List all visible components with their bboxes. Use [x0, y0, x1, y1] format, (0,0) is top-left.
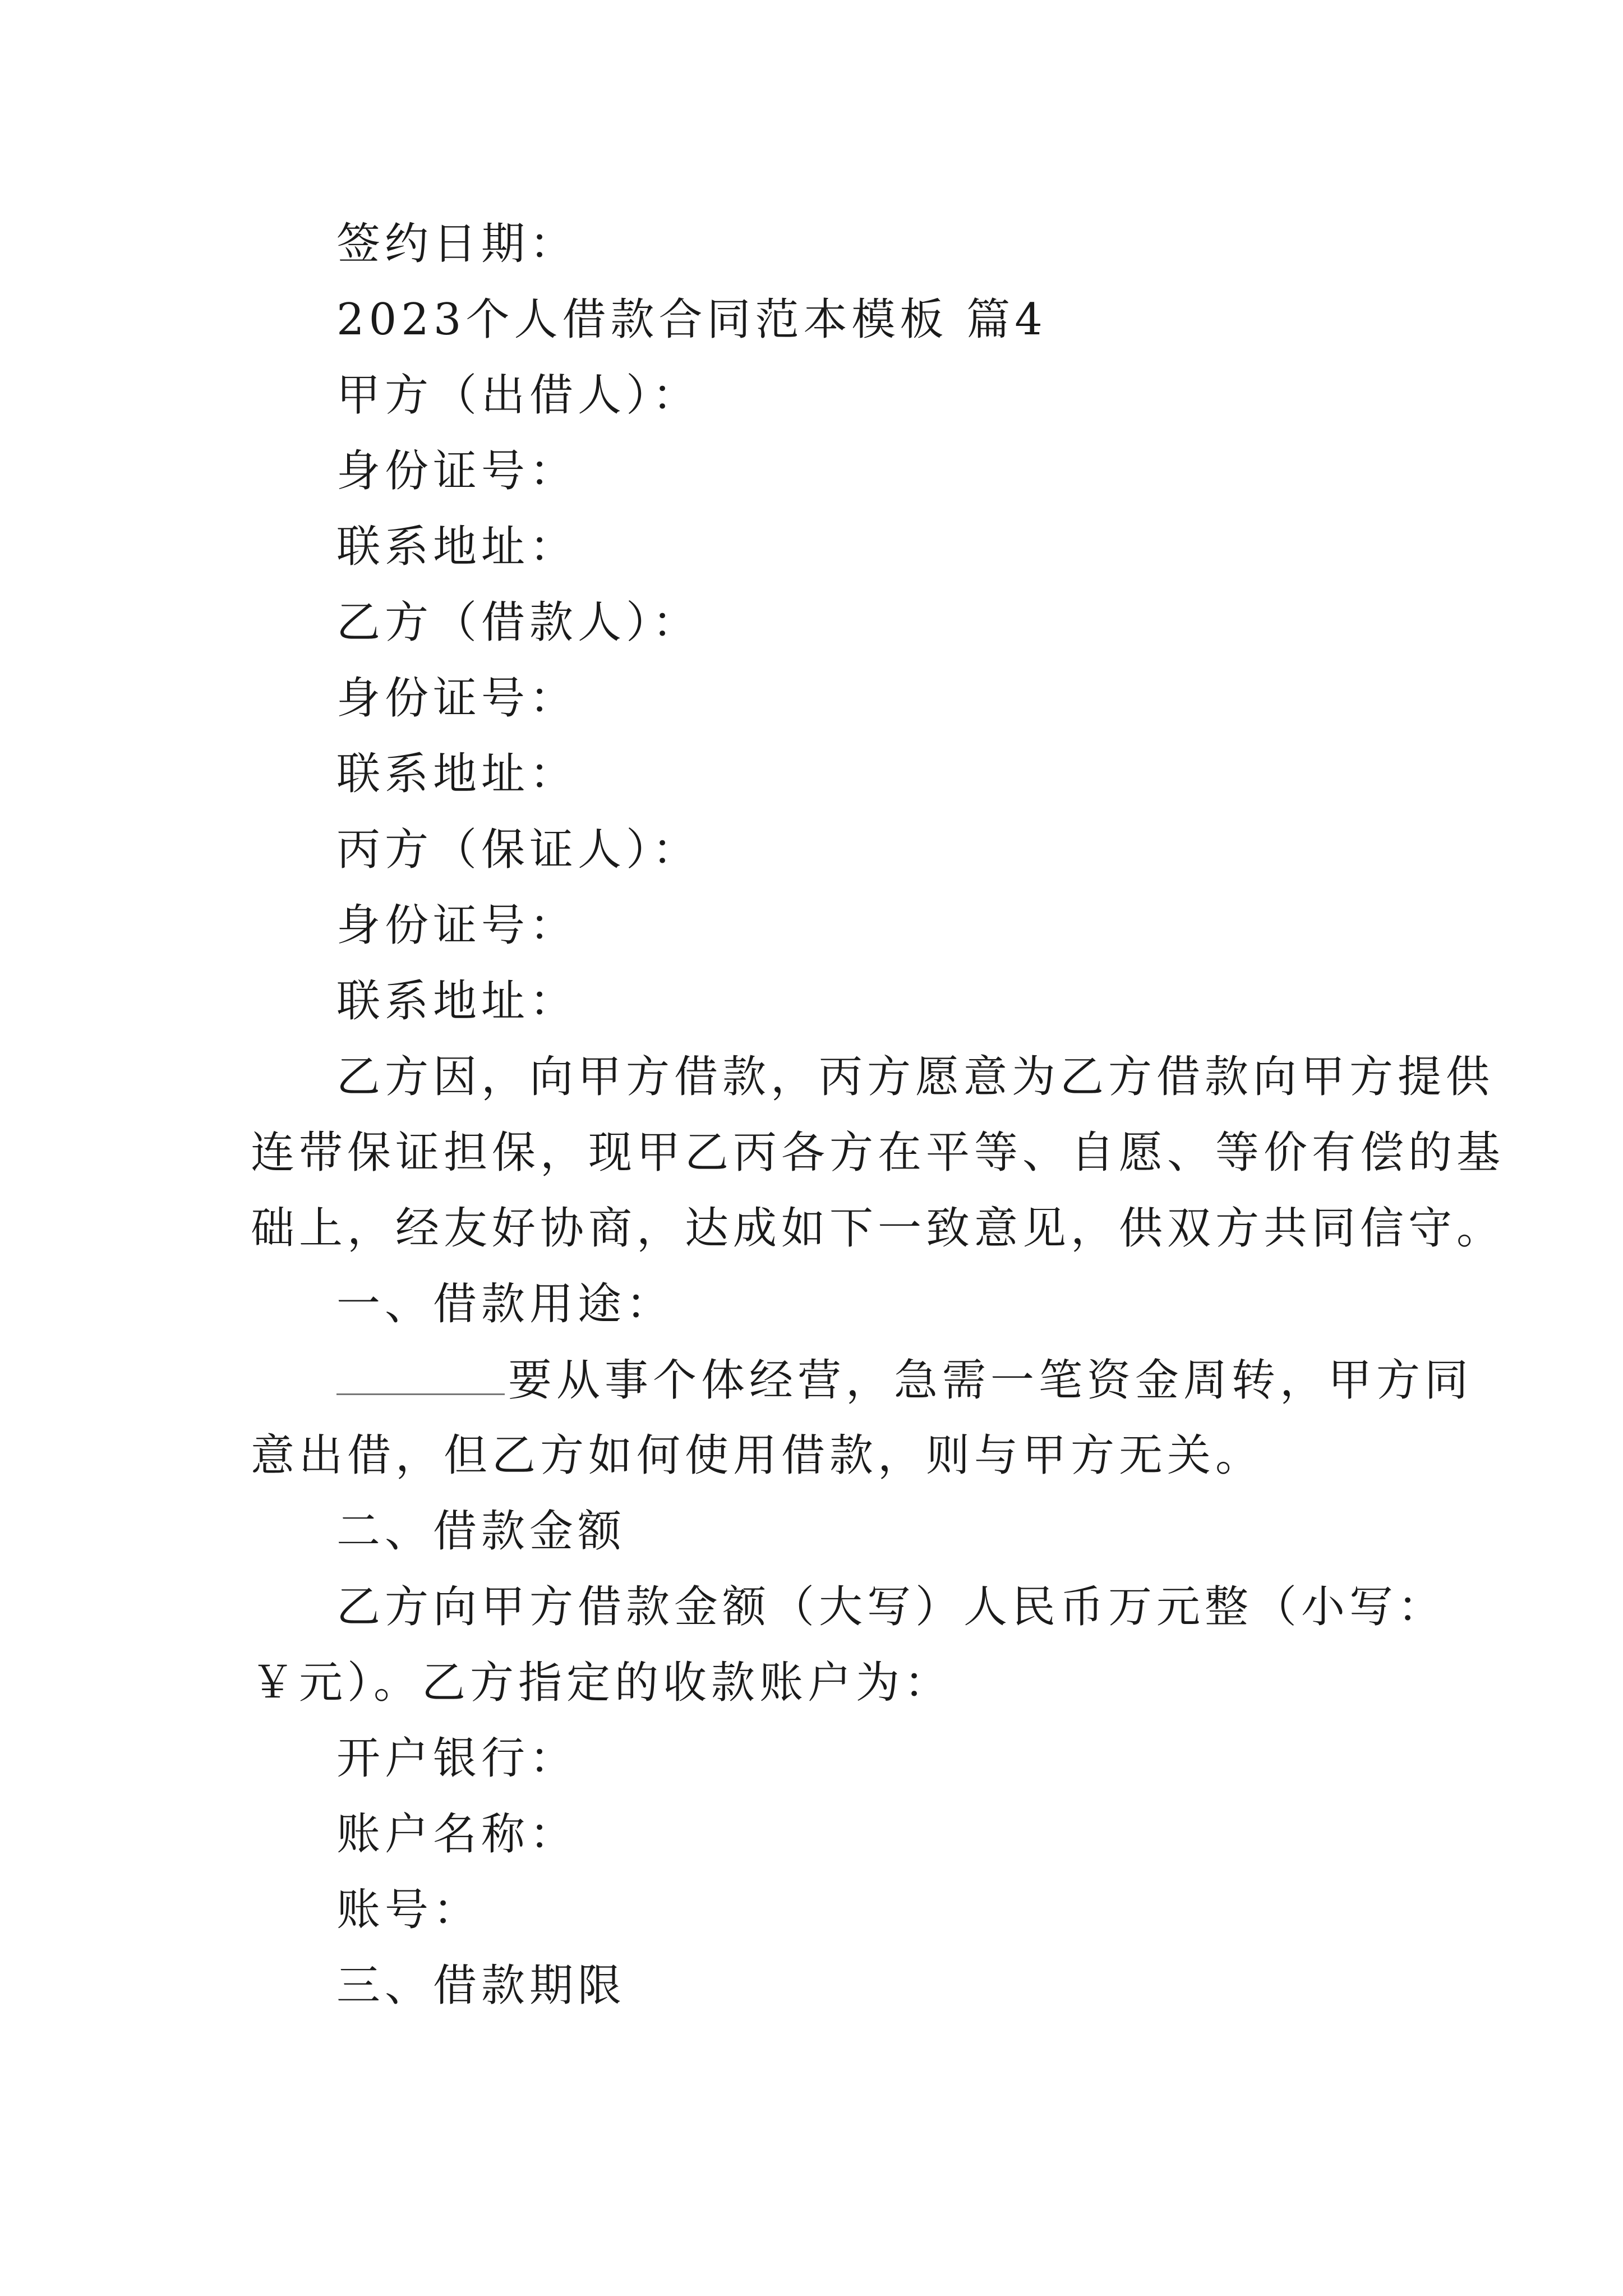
party-b-label: 乙方（借款人）： [336, 597, 701, 648]
party-b-address-label: 联系地址： [336, 749, 578, 799]
bank-label: 开户银行： [336, 1733, 578, 1784]
party-b-id-label: 身份证号： [336, 673, 578, 724]
preamble-line-1: 乙方因，向甲方借款，丙方愿意为乙方借款向甲方提供 [336, 1052, 1495, 1102]
party-a-id-label: 身份证号： [336, 446, 578, 496]
fill-in-blank [336, 1352, 505, 1395]
sign-date-label: 签约日期： [336, 219, 578, 269]
account-name-label: 账户名称： [336, 1809, 578, 1860]
clause-2-heading: 二、借款金额 [336, 1506, 626, 1557]
clause-1-line-1 [336, 1352, 1473, 1409]
party-a-address-label: 联系地址： [336, 522, 578, 572]
party-a-label: 甲方（出借人）： [336, 370, 701, 421]
party-c-address-label: 联系地址： [336, 976, 578, 1027]
clause-2-line-1: 乙方向甲方借款金额（大写）人民币万元整（小写： [336, 1582, 1446, 1632]
clause-1-heading: 一、借款用途： [336, 1279, 675, 1329]
clause-1-line-1-text: 要从事个体经营，急需一笔资金周转，甲方同 [508, 1355, 1473, 1406]
clause-3-heading: 三、借款期限 [336, 1961, 626, 2011]
account-number-label: 账号： [336, 1885, 482, 1935]
preamble-line-3: 础上，经友好协商，达成如下一致意见，供双方共同信守。 [251, 1203, 1505, 1254]
party-c-id-label: 身份证号： [336, 900, 578, 951]
clause-1-line-2: 意出借，但乙方如何使用借款，则与甲方无关。 [251, 1430, 1264, 1481]
clause-2-line-2: ￥元）。乙方指定的收款账户为： [251, 1658, 953, 1708]
party-c-label: 丙方（保证人）： [336, 825, 701, 875]
preamble-line-2: 连带保证担保，现甲乙丙各方在平等、自愿、等价有偿的基 [251, 1128, 1505, 1178]
section-title: 2023个人借款合同范本模板 篇4 [336, 295, 1047, 345]
